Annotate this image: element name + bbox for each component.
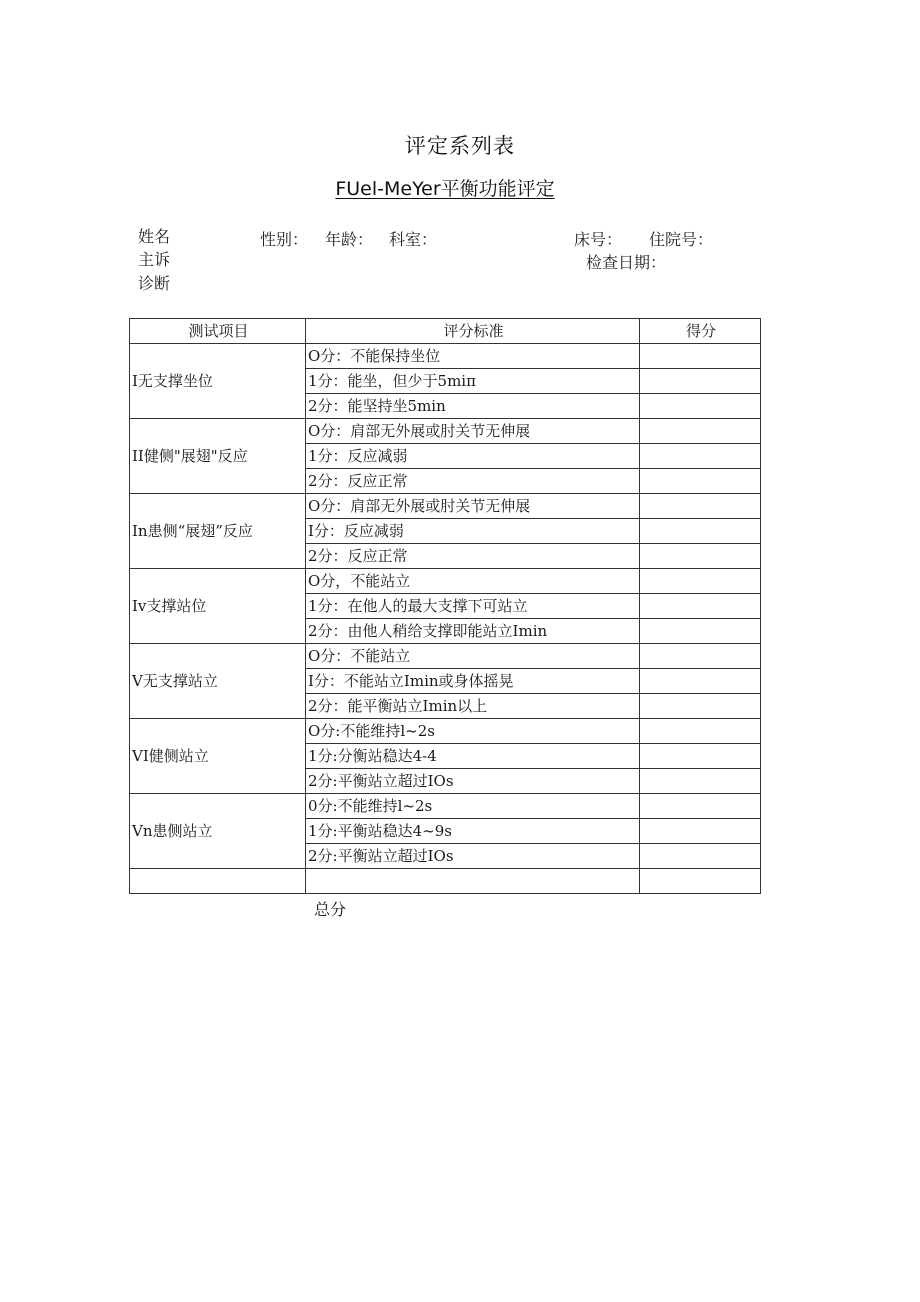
criteria-cell: O分:不能维持l~2s xyxy=(306,719,640,744)
score-cell xyxy=(640,394,761,419)
criteria-cell: 1分：反应减弱 xyxy=(306,444,640,469)
table-row xyxy=(130,569,761,594)
score-cell xyxy=(640,719,761,744)
table-row xyxy=(130,344,761,369)
score-cell xyxy=(640,844,761,869)
criteria-cell: I分：不能站立Imin或身体摇晃 xyxy=(306,669,640,694)
score-cell xyxy=(640,669,761,694)
criteria-cell: O分，不能站立 xyxy=(306,569,640,594)
score-cell xyxy=(640,594,761,619)
field-complaint-label: 主诉 xyxy=(138,250,171,269)
score-cell xyxy=(640,494,761,519)
criteria-cell: I分：反应减弱 xyxy=(306,519,640,544)
criteria-cell: 1分：能坐，但少于5miπ xyxy=(306,369,640,394)
criteria-cell: 2分:平衡站立超过IOs xyxy=(306,769,640,794)
header-score: 得分 xyxy=(640,319,761,344)
field-age-label: 年龄： xyxy=(325,230,374,249)
table-row xyxy=(130,419,761,444)
field-exam-date-label: 检查日期： xyxy=(586,253,667,272)
table-row xyxy=(130,719,761,744)
test-item-cell: VI健侧站立 xyxy=(130,719,306,794)
score-cell xyxy=(640,444,761,469)
criteria-cell: 2分：能坚持坐5min xyxy=(306,394,640,419)
criteria-cell: O分：不能站立 xyxy=(306,644,640,669)
field-diagnosis-label: 诊断 xyxy=(138,274,171,293)
score-cell xyxy=(640,794,761,819)
criteria-cell: 1分:分衡站稳达4-4 xyxy=(306,744,640,769)
criteria-cell: O分：肩部无外展或肘关节无伸展 xyxy=(306,494,640,519)
test-item-cell: V无支撑站立 xyxy=(130,644,306,719)
field-bed-label: 床号： xyxy=(574,230,623,249)
criteria-cell: O分：不能保持坐位 xyxy=(306,344,640,369)
score-cell xyxy=(640,619,761,644)
table-row-empty xyxy=(130,869,761,894)
document-subtitle: FUel-MeYer平衡功能评定 xyxy=(335,178,555,200)
header-test-item: 测试项目 xyxy=(130,319,306,344)
criteria-cell: 1分:平衡站稳达4~9s xyxy=(306,819,640,844)
score-cell xyxy=(640,519,761,544)
table-row xyxy=(130,794,761,819)
criteria-cell: 0分:不能维持l~2s xyxy=(306,794,640,819)
empty-cell xyxy=(306,869,640,894)
score-cell xyxy=(640,644,761,669)
criteria-cell: O分：肩部无外展或肘关节无伸展 xyxy=(306,419,640,444)
field-admission-label: 住院号： xyxy=(649,230,714,249)
score-cell xyxy=(640,769,761,794)
field-gender-label: 性别： xyxy=(260,230,309,249)
header-criteria: 评分标准 xyxy=(306,319,640,344)
table-row xyxy=(130,494,761,519)
test-item-cell: I无支撑坐位 xyxy=(130,344,306,419)
test-item-cell: Vn患侧站立 xyxy=(130,794,306,869)
test-item-cell: II健侧"展翅"反应 xyxy=(130,419,306,494)
test-item-cell: In患侧“展翅”反应 xyxy=(130,494,306,569)
field-name-label: 姓名 xyxy=(138,227,171,246)
criteria-cell: 2分：反应正常 xyxy=(306,469,640,494)
table-row xyxy=(130,644,761,669)
score-cell xyxy=(640,569,761,594)
empty-cell xyxy=(130,869,306,894)
empty-cell xyxy=(640,869,761,894)
score-cell xyxy=(640,694,761,719)
score-cell xyxy=(640,469,761,494)
document-title: 评定系列表 xyxy=(405,134,515,158)
test-item-cell: Iv支撑站位 xyxy=(130,569,306,644)
criteria-cell: 2分：由他人稍给支撑即能站立Imin xyxy=(306,619,640,644)
score-cell xyxy=(640,744,761,769)
criteria-cell: 2分：能平衡站立Imin以上 xyxy=(306,694,640,719)
score-table xyxy=(129,318,761,894)
criteria-cell: 2分：反应正常 xyxy=(306,544,640,569)
criteria-cell: 2分:平衡站立超过IOs xyxy=(306,844,640,869)
field-department-label: 科室： xyxy=(389,230,438,249)
table-header-row xyxy=(130,319,761,344)
criteria-cell: 1分：在他人的最大支撑下可站立 xyxy=(306,594,640,619)
score-cell xyxy=(640,419,761,444)
score-cell xyxy=(640,544,761,569)
total-score-label: 总分 xyxy=(314,900,347,919)
score-cell xyxy=(640,819,761,844)
score-cell xyxy=(640,344,761,369)
score-cell xyxy=(640,369,761,394)
